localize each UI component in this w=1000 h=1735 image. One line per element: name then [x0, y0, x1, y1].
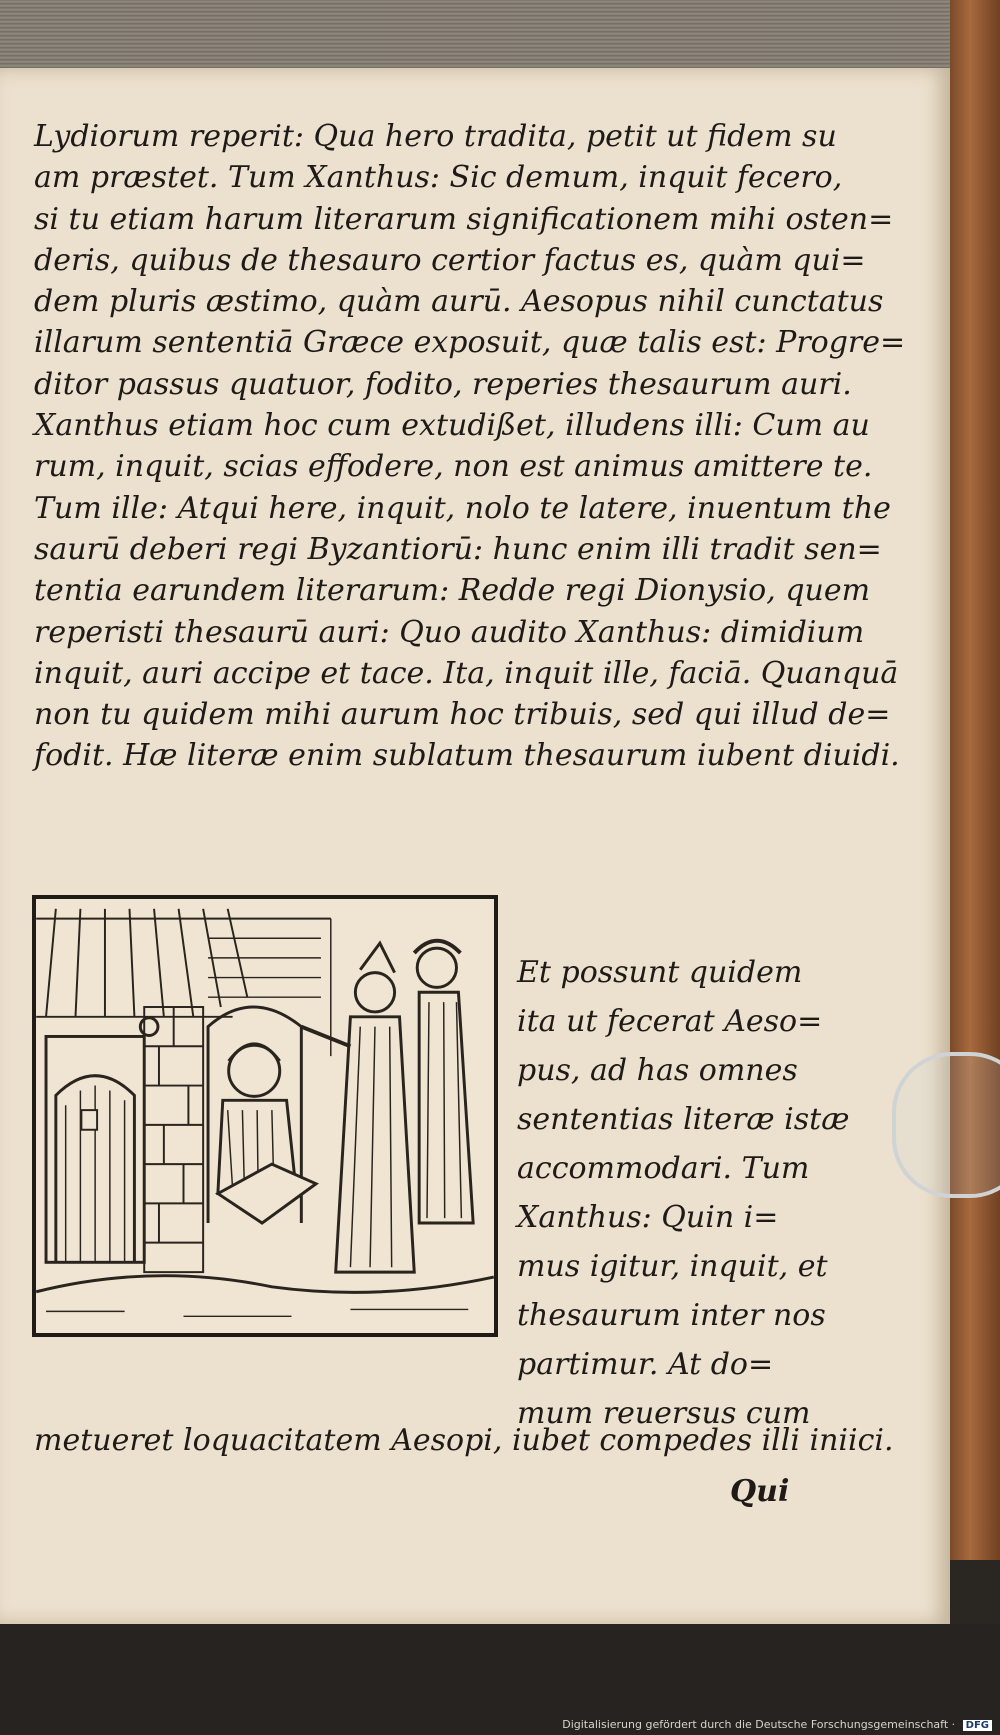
- text-line: accommodari. Tum: [517, 1151, 810, 1186]
- text-line: non tu quidem mihi aurum hoc tribuis, sed qui illud de=: [34, 697, 891, 733]
- scan-top-edge: [0, 0, 1000, 72]
- text-line: deris, quibus de thesauro certior factus es, quàm qui=: [34, 242, 866, 278]
- woodcut-drawing: [36, 899, 494, 1333]
- catchword: Qui: [730, 1474, 790, 1509]
- text-line: fodit. Hæ literæ enim sublatum thesaurum iubent diuidi.: [34, 738, 900, 774]
- text-line: Tum ille: Atqui here, inquit, nolo te latere, inuentum the: [34, 490, 891, 526]
- text-line: ditor passus quatuor, fodito, reperies thesaurum auri.: [34, 366, 852, 402]
- text-line: si tu etiam harum literarum significationem mihi osten=: [34, 201, 894, 237]
- text-line: pus, ad has omnes: [517, 1053, 798, 1088]
- text-line: tentia earundem literarum: Redde regi Dionysio, quem: [34, 573, 871, 609]
- text-line: mum reuersus cum: [517, 1396, 811, 1431]
- funding-note: [562, 1718, 992, 1731]
- woodcut-illustration: [32, 895, 498, 1337]
- text-line: saurū deberi regi Byzantiorū: hunc enim illi tradit sen=: [34, 531, 882, 567]
- book-page: [0, 68, 950, 1624]
- text-line: rum, inquit, scias effodere, non est animus amittere te.: [34, 449, 873, 485]
- text-line: thesaurum inter nos: [517, 1298, 826, 1333]
- text-line: dem pluris æstimo, quàm aurū. Aesopus nihil cunctatus: [34, 284, 884, 320]
- text-line: Lydiorum reperit: Qua hero tradita, petit ut fidem su: [34, 119, 837, 154]
- text-line: inquit, auri accipe et tace. Ita, inquit ille, faciā. Quanquā: [34, 655, 899, 691]
- dfg-logo-badge: DFG: [963, 1720, 992, 1731]
- page-clip: [892, 1052, 1000, 1198]
- text-line: sententias literæ istæ: [517, 1102, 850, 1137]
- text-line: partimur. At do=: [517, 1347, 774, 1382]
- text-line: mus igitur, inquit, et: [517, 1249, 828, 1284]
- footer-bar: [0, 1624, 1000, 1735]
- text-line: Xanthus: Quin i=: [517, 1200, 779, 1235]
- text-line: illarum sententiā Græce exposuit, quæ talis est: Progre=: [34, 325, 906, 361]
- book-binding-edge: [950, 0, 1000, 1560]
- side-text-block: [517, 948, 850, 1438]
- text-line: Xanthus etiam hoc cum extudißet, illudens illi: Cum au: [34, 408, 870, 444]
- text-line: Et possunt quidem: [517, 955, 803, 990]
- funding-note-text: Digitalisierung gefördert durch die Deutsche Forschungsgemeinschaft ·: [562, 1718, 956, 1731]
- text-line: ita ut fecerat Aeso=: [517, 1004, 823, 1039]
- text-line: am præstet. Tum Xanthus: Sic demum, inquit fecero,: [34, 160, 843, 196]
- main-text-block: [34, 116, 906, 777]
- tail-text-line: metueret loquacitatem Aesopi, iubet compedes illi iniici.: [34, 1423, 894, 1458]
- text-line: reperisti thesaurū auri: Quo audito Xanthus: dimidium: [34, 614, 865, 650]
